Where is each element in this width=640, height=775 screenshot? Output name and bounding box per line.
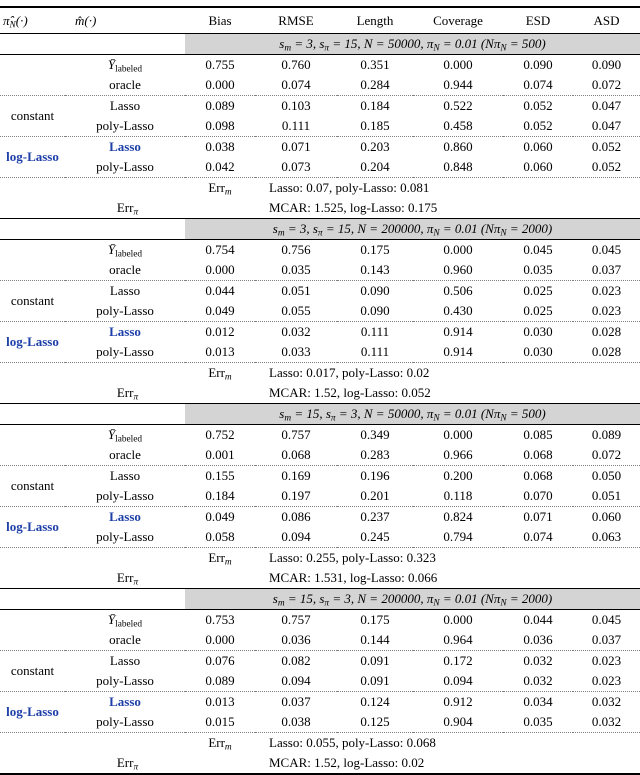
value-asd: 0.037 bbox=[591, 632, 622, 647]
row-label-oracle: oracle bbox=[109, 447, 141, 462]
value-length: 0.091 bbox=[337, 651, 413, 672]
value-esd: 0.085 bbox=[523, 427, 553, 442]
err-pi-values: MCAR: 1.52, log-Lasso: 0.052 bbox=[269, 385, 431, 400]
row-log-lasso-lasso bbox=[0, 692, 640, 713]
value-coverage: 0.904 bbox=[443, 714, 473, 729]
value-esd: 0.068 bbox=[503, 466, 573, 487]
value-length: 0.125 bbox=[360, 714, 390, 729]
value-rmse: 0.197 bbox=[281, 488, 311, 503]
err-pi-label: Err$_\pi$ bbox=[116, 570, 139, 588]
row-label-poly-lasso: poly-Lasso bbox=[96, 118, 154, 133]
value-asd: 0.089 bbox=[591, 427, 622, 442]
row-log-lasso-poly-lasso bbox=[0, 157, 640, 178]
row-err-m bbox=[0, 178, 640, 199]
row-err-pi bbox=[0, 198, 640, 219]
value-esd: 0.070 bbox=[523, 488, 553, 503]
row-label-y-labeled: $Ȳ_{labeled}$ bbox=[107, 427, 143, 445]
col-header-pi-hat: $\pî_N(\cdot)$ bbox=[0, 7, 65, 34]
value-length: 0.204 bbox=[360, 159, 390, 174]
value-bias: 0.042 bbox=[205, 159, 235, 174]
row-label-poly-lasso: poly-Lasso bbox=[96, 159, 154, 174]
err-pi-values: MCAR: 1.52, log-Lasso: 0.02 bbox=[269, 755, 425, 770]
value-length: 0.284 bbox=[360, 77, 390, 92]
row-y-labeled bbox=[0, 240, 640, 261]
err-m-values: Lasso: 0.07, poly-Lasso: 0.081 bbox=[255, 178, 640, 199]
row-err-pi bbox=[0, 568, 640, 589]
row-oracle bbox=[0, 445, 640, 466]
row-label-poly-lasso: poly-Lasso bbox=[96, 303, 154, 318]
value-esd: 0.035 bbox=[523, 714, 553, 729]
value-rmse: 0.073 bbox=[281, 159, 311, 174]
value-length: 0.090 bbox=[360, 303, 390, 318]
value-asd: 0.063 bbox=[591, 529, 622, 544]
err-pi-label: Err$_\pi$ bbox=[116, 755, 139, 773]
value-coverage: 0.824 bbox=[413, 507, 503, 528]
value-bias: 0.753 bbox=[205, 612, 235, 627]
value-bias: 0.752 bbox=[205, 427, 235, 442]
value-rmse: 0.051 bbox=[255, 281, 337, 302]
row-oracle bbox=[0, 75, 640, 96]
row-y-labeled bbox=[0, 55, 640, 76]
col-header-bias: Bias bbox=[185, 7, 255, 34]
value-length: 0.245 bbox=[360, 529, 390, 544]
value-rmse: 0.111 bbox=[281, 118, 311, 133]
err-m-values: Lasso: 0.055, poly-Lasso: 0.068 bbox=[255, 733, 640, 754]
row-log-lasso-lasso bbox=[0, 137, 640, 158]
value-asd: 0.047 bbox=[573, 96, 640, 117]
pi-col-spacer bbox=[0, 55, 65, 76]
value-bias: 0.001 bbox=[205, 447, 235, 462]
value-coverage: 0.000 bbox=[443, 242, 473, 257]
value-bias: 0.013 bbox=[185, 692, 255, 713]
value-length: 0.237 bbox=[337, 507, 413, 528]
value-coverage: 0.964 bbox=[443, 632, 473, 647]
err-pi-label: Err$_\pi$ bbox=[116, 200, 139, 218]
value-coverage: 0.458 bbox=[443, 118, 473, 133]
value-coverage: 0.506 bbox=[413, 281, 503, 302]
value-asd: 0.045 bbox=[591, 242, 622, 257]
value-esd: 0.052 bbox=[503, 96, 573, 117]
value-coverage: 0.860 bbox=[413, 137, 503, 158]
row-label-y-labeled: $Ȳ_{labeled}$ bbox=[107, 57, 143, 75]
value-coverage: 0.000 bbox=[443, 612, 473, 627]
value-esd: 0.035 bbox=[523, 262, 553, 277]
err-m-values: Lasso: 0.017, poly-Lasso: 0.02 bbox=[255, 363, 640, 384]
err-pi-label: Err$_\pi$ bbox=[116, 385, 139, 403]
row-label-lasso: Lasso bbox=[65, 281, 185, 302]
value-bias: 0.044 bbox=[185, 281, 255, 302]
value-asd: 0.028 bbox=[573, 322, 640, 343]
value-rmse: 0.032 bbox=[255, 322, 337, 343]
section-header-row bbox=[0, 589, 640, 610]
err-pi-values: MCAR: 1.531, log-Lasso: 0.066 bbox=[269, 570, 438, 585]
value-bias: 0.000 bbox=[205, 262, 235, 277]
row-label-poly-lasso: poly-Lasso bbox=[96, 488, 154, 503]
value-rmse: 0.068 bbox=[281, 447, 311, 462]
value-coverage: 0.094 bbox=[443, 673, 473, 688]
pi-col-spacer bbox=[0, 75, 65, 96]
value-bias: 0.038 bbox=[185, 137, 255, 158]
section-left-spacer bbox=[0, 404, 185, 425]
section-header-row bbox=[0, 219, 640, 240]
value-rmse: 0.756 bbox=[281, 242, 311, 257]
value-asd: 0.023 bbox=[591, 303, 622, 318]
err-pi-values: MCAR: 1.525, log-Lasso: 0.175 bbox=[269, 200, 438, 215]
section-left-spacer bbox=[0, 219, 185, 240]
value-asd: 0.052 bbox=[591, 159, 622, 174]
value-esd: 0.030 bbox=[503, 322, 573, 343]
err-m-label: Err$_m$ bbox=[185, 363, 255, 384]
row-err-pi bbox=[0, 383, 640, 404]
value-length: 0.283 bbox=[360, 447, 390, 462]
row-constant-poly-lasso bbox=[0, 116, 640, 137]
value-rmse: 0.094 bbox=[281, 673, 311, 688]
row-constant-lasso bbox=[0, 281, 640, 302]
value-coverage: 0.172 bbox=[413, 651, 503, 672]
value-asd: 0.072 bbox=[591, 447, 622, 462]
value-length: 0.349 bbox=[360, 427, 390, 442]
value-asd: 0.028 bbox=[591, 344, 622, 359]
value-asd: 0.051 bbox=[591, 488, 622, 503]
value-length: 0.201 bbox=[360, 488, 390, 503]
value-rmse: 0.037 bbox=[255, 692, 337, 713]
value-asd: 0.032 bbox=[573, 692, 640, 713]
value-coverage: 0.000 bbox=[443, 57, 473, 72]
row-label-poly-lasso: poly-Lasso bbox=[96, 344, 154, 359]
pi-group-label-constant: constant bbox=[0, 651, 65, 692]
value-bias: 0.755 bbox=[205, 57, 235, 72]
value-length: 0.185 bbox=[360, 118, 390, 133]
pi-group-label-log-lasso: log-Lasso bbox=[0, 692, 65, 733]
row-err-m bbox=[0, 733, 640, 754]
value-rmse: 0.094 bbox=[281, 529, 311, 544]
value-rmse: 0.103 bbox=[255, 96, 337, 117]
value-esd: 0.052 bbox=[523, 118, 553, 133]
pi-group-label-log-lasso: log-Lasso bbox=[0, 507, 65, 548]
value-coverage: 0.430 bbox=[443, 303, 473, 318]
value-rmse: 0.033 bbox=[281, 344, 311, 359]
value-rmse: 0.082 bbox=[255, 651, 337, 672]
pi-group-label-constant: constant bbox=[0, 96, 65, 137]
value-esd: 0.025 bbox=[523, 303, 553, 318]
value-length: 0.184 bbox=[337, 96, 413, 117]
value-coverage: 0.000 bbox=[443, 427, 473, 442]
pi-group-label-log-lasso: log-Lasso bbox=[0, 322, 65, 363]
row-label-oracle: oracle bbox=[109, 77, 141, 92]
row-log-lasso-lasso bbox=[0, 322, 640, 343]
value-bias: 0.754 bbox=[205, 242, 235, 257]
section-title: $s_m = 15$, $s_\pi = 3$, N = 200000, $\pi_N = 0.01$ $(N\pi_N = 2000)$ bbox=[185, 589, 640, 610]
value-asd: 0.045 bbox=[591, 612, 622, 627]
value-esd: 0.090 bbox=[523, 57, 553, 72]
value-length: 0.090 bbox=[337, 281, 413, 302]
value-rmse: 0.760 bbox=[281, 57, 311, 72]
row-label-y-labeled: $Ȳ_{labeled}$ bbox=[107, 612, 143, 630]
value-rmse: 0.086 bbox=[255, 507, 337, 528]
row-oracle bbox=[0, 260, 640, 281]
value-rmse: 0.757 bbox=[281, 612, 311, 627]
value-rmse: 0.071 bbox=[255, 137, 337, 158]
row-label-oracle: oracle bbox=[109, 632, 141, 647]
value-coverage: 0.200 bbox=[413, 466, 503, 487]
col-header-asd: ASD bbox=[573, 7, 640, 34]
value-asd: 0.072 bbox=[591, 77, 622, 92]
value-bias: 0.058 bbox=[205, 529, 235, 544]
row-label-oracle: oracle bbox=[109, 262, 141, 277]
value-rmse: 0.169 bbox=[255, 466, 337, 487]
value-asd: 0.023 bbox=[573, 281, 640, 302]
row-constant-poly-lasso bbox=[0, 301, 640, 322]
value-coverage: 0.794 bbox=[443, 529, 473, 544]
err-m-spacer bbox=[0, 178, 185, 199]
value-esd: 0.071 bbox=[503, 507, 573, 528]
value-length: 0.111 bbox=[337, 322, 413, 343]
value-rmse: 0.757 bbox=[281, 427, 311, 442]
column-header-row bbox=[0, 7, 640, 34]
row-log-lasso-poly-lasso bbox=[0, 712, 640, 733]
value-length: 0.124 bbox=[337, 692, 413, 713]
row-constant-poly-lasso bbox=[0, 486, 640, 507]
row-label-lasso: Lasso bbox=[65, 651, 185, 672]
value-rmse: 0.074 bbox=[281, 77, 311, 92]
value-bias: 0.015 bbox=[205, 714, 235, 729]
value-esd: 0.044 bbox=[523, 612, 553, 627]
row-label-y-labeled: $Ȳ_{labeled}$ bbox=[107, 242, 143, 260]
err-m-spacer bbox=[0, 548, 185, 569]
row-log-lasso-lasso bbox=[0, 507, 640, 528]
value-length: 0.111 bbox=[360, 344, 390, 359]
value-esd: 0.060 bbox=[523, 159, 553, 174]
value-bias: 0.049 bbox=[185, 507, 255, 528]
value-esd: 0.074 bbox=[523, 529, 553, 544]
col-header-length: Length bbox=[337, 7, 413, 34]
value-asd: 0.023 bbox=[591, 673, 622, 688]
value-esd: 0.025 bbox=[503, 281, 573, 302]
col-header-coverage: Coverage bbox=[413, 7, 503, 34]
row-label-lasso-highlighted: Lasso bbox=[65, 322, 185, 343]
value-asd: 0.032 bbox=[591, 714, 622, 729]
pi-col-spacer bbox=[0, 260, 65, 281]
value-esd: 0.074 bbox=[523, 77, 553, 92]
value-length: 0.091 bbox=[360, 673, 390, 688]
pi-col-spacer bbox=[0, 610, 65, 631]
section-title: $s_m = 15$, $s_\pi = 3$, N = 50000, $\pi_N = 0.01$ $(N\pi_N = 500)$ bbox=[185, 404, 640, 425]
simulation-results-table bbox=[0, 6, 640, 775]
row-constant-poly-lasso bbox=[0, 671, 640, 692]
col-header-m-hat: m̂(·) bbox=[65, 7, 185, 34]
value-bias: 0.000 bbox=[205, 77, 235, 92]
value-asd: 0.060 bbox=[573, 507, 640, 528]
value-asd: 0.047 bbox=[591, 118, 622, 133]
value-coverage: 0.848 bbox=[443, 159, 473, 174]
section-header-row bbox=[0, 34, 640, 55]
err-m-label: Err$_m$ bbox=[185, 548, 255, 569]
row-label-lasso-highlighted: Lasso bbox=[65, 137, 185, 158]
row-label-poly-lasso: poly-Lasso bbox=[96, 714, 154, 729]
value-bias: 0.012 bbox=[185, 322, 255, 343]
section-title: $s_m = 3$, $s_\pi = 15$, N = 50000, $\pi_N = 0.01$ $(N\pi_N = 500)$ bbox=[185, 34, 640, 55]
row-label-lasso: Lasso bbox=[65, 96, 185, 117]
err-m-label: Err$_m$ bbox=[185, 178, 255, 199]
value-bias: 0.098 bbox=[205, 118, 235, 133]
col-header-rmse: RMSE bbox=[255, 7, 337, 34]
pi-col-spacer bbox=[0, 630, 65, 651]
value-bias: 0.076 bbox=[185, 651, 255, 672]
value-bias: 0.089 bbox=[205, 673, 235, 688]
pi-col-spacer bbox=[0, 240, 65, 261]
value-rmse: 0.035 bbox=[281, 262, 311, 277]
value-asd: 0.023 bbox=[573, 651, 640, 672]
row-err-pi bbox=[0, 753, 640, 774]
value-coverage: 0.118 bbox=[443, 488, 473, 503]
row-constant-lasso bbox=[0, 96, 640, 117]
value-coverage: 0.522 bbox=[413, 96, 503, 117]
section-left-spacer bbox=[0, 34, 185, 55]
value-esd: 0.060 bbox=[503, 137, 573, 158]
value-rmse: 0.055 bbox=[281, 303, 311, 318]
section-header-row bbox=[0, 404, 640, 425]
value-coverage: 0.966 bbox=[443, 447, 473, 462]
value-esd: 0.045 bbox=[523, 242, 553, 257]
col-header-esd: ESD bbox=[503, 7, 573, 34]
pi-col-spacer bbox=[0, 425, 65, 446]
value-asd: 0.037 bbox=[591, 262, 622, 277]
value-asd: 0.050 bbox=[573, 466, 640, 487]
row-y-labeled bbox=[0, 610, 640, 631]
row-constant-lasso bbox=[0, 466, 640, 487]
err-m-values: Lasso: 0.255, poly-Lasso: 0.323 bbox=[255, 548, 640, 569]
value-bias: 0.089 bbox=[185, 96, 255, 117]
row-y-labeled bbox=[0, 425, 640, 446]
row-label-lasso-highlighted: Lasso bbox=[65, 692, 185, 713]
value-length: 0.175 bbox=[360, 612, 390, 627]
value-esd: 0.036 bbox=[523, 632, 553, 647]
value-coverage: 0.914 bbox=[443, 344, 473, 359]
err-m-spacer bbox=[0, 733, 185, 754]
value-coverage: 0.914 bbox=[413, 322, 503, 343]
row-oracle bbox=[0, 630, 640, 651]
row-constant-lasso bbox=[0, 651, 640, 672]
row-log-lasso-poly-lasso bbox=[0, 342, 640, 363]
value-length: 0.175 bbox=[360, 242, 390, 257]
value-length: 0.351 bbox=[360, 57, 390, 72]
pi-group-label-constant: constant bbox=[0, 466, 65, 507]
value-length: 0.144 bbox=[360, 632, 390, 647]
value-coverage: 0.944 bbox=[443, 77, 473, 92]
row-label-lasso: Lasso bbox=[65, 466, 185, 487]
pi-group-label-log-lasso: log-Lasso bbox=[0, 137, 65, 178]
err-m-label: Err$_m$ bbox=[185, 733, 255, 754]
err-m-spacer bbox=[0, 363, 185, 384]
value-coverage: 0.960 bbox=[443, 262, 473, 277]
pi-group-label-constant: constant bbox=[0, 281, 65, 322]
value-bias: 0.000 bbox=[205, 632, 235, 647]
value-bias: 0.155 bbox=[185, 466, 255, 487]
row-label-poly-lasso: poly-Lasso bbox=[96, 673, 154, 688]
row-label-poly-lasso: poly-Lasso bbox=[96, 529, 154, 544]
section-left-spacer bbox=[0, 589, 185, 610]
value-esd: 0.032 bbox=[523, 673, 553, 688]
value-esd: 0.032 bbox=[503, 651, 573, 672]
section-title: $s_m = 3$, $s_\pi = 15$, N = 200000, $\pi_N = 0.01$ $(N\pi_N = 2000)$ bbox=[185, 219, 640, 240]
row-err-m bbox=[0, 363, 640, 384]
row-err-m bbox=[0, 548, 640, 569]
value-rmse: 0.036 bbox=[281, 632, 311, 647]
value-bias: 0.013 bbox=[205, 344, 235, 359]
value-coverage: 0.912 bbox=[413, 692, 503, 713]
row-log-lasso-poly-lasso bbox=[0, 527, 640, 548]
value-length: 0.196 bbox=[337, 466, 413, 487]
row-label-lasso-highlighted: Lasso bbox=[65, 507, 185, 528]
value-length: 0.143 bbox=[360, 262, 390, 277]
value-bias: 0.184 bbox=[205, 488, 235, 503]
value-asd: 0.052 bbox=[573, 137, 640, 158]
value-esd: 0.034 bbox=[503, 692, 573, 713]
value-esd: 0.030 bbox=[523, 344, 553, 359]
pi-col-spacer bbox=[0, 445, 65, 466]
value-rmse: 0.038 bbox=[281, 714, 311, 729]
value-length: 0.203 bbox=[337, 137, 413, 158]
value-asd: 0.090 bbox=[591, 57, 622, 72]
value-bias: 0.049 bbox=[205, 303, 235, 318]
value-esd: 0.068 bbox=[523, 447, 553, 462]
